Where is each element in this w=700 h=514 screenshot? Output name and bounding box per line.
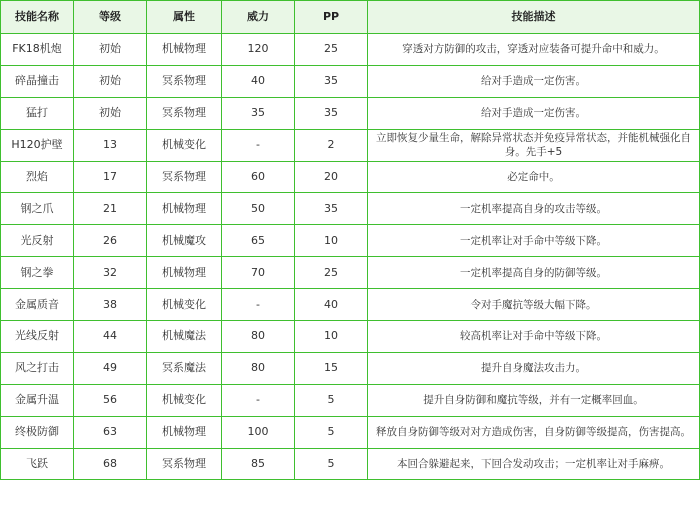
cell-level: 初始 xyxy=(74,34,147,66)
cell-skill-name: 飞跃 xyxy=(1,448,74,480)
cell-skill-name: 猛打 xyxy=(1,97,74,129)
cell-description: 必定命中。 xyxy=(368,161,700,193)
cell-power: 35 xyxy=(222,97,295,129)
cell-attribute: 机械变化 xyxy=(147,129,222,161)
skills-table-body xyxy=(1,34,700,480)
cell-level: 32 xyxy=(74,257,147,289)
cell-description: 本回合躲避起来，下回合发动攻击；一定机率让对手麻痹。 xyxy=(368,448,700,480)
table-row xyxy=(1,289,700,321)
cell-level: 63 xyxy=(74,416,147,448)
table-row xyxy=(1,416,700,448)
cell-attribute: 机械物理 xyxy=(147,34,222,66)
cell-level: 21 xyxy=(74,193,147,225)
table-row xyxy=(1,257,700,289)
table-row xyxy=(1,225,700,257)
cell-attribute: 冥系魔法 xyxy=(147,352,222,384)
cell-attribute: 机械魔攻 xyxy=(147,225,222,257)
cell-level: 38 xyxy=(74,289,147,321)
cell-description: 提升自身防御和魔抗等级，并有一定概率回血。 xyxy=(368,384,700,416)
table-row xyxy=(1,352,700,384)
table-row xyxy=(1,161,700,193)
table-row xyxy=(1,193,700,225)
cell-level: 68 xyxy=(74,448,147,480)
cell-power: 80 xyxy=(222,321,295,353)
cell-level: 44 xyxy=(74,321,147,353)
cell-pp: 5 xyxy=(295,416,368,448)
cell-power: 40 xyxy=(222,65,295,97)
cell-power: 65 xyxy=(222,225,295,257)
cell-skill-name: H120护壁 xyxy=(1,129,74,161)
cell-attribute: 冥系物理 xyxy=(147,65,222,97)
cell-level: 初始 xyxy=(74,97,147,129)
cell-power: 80 xyxy=(222,352,295,384)
cell-power: - xyxy=(222,289,295,321)
cell-attribute: 机械物理 xyxy=(147,193,222,225)
cell-power: - xyxy=(222,129,295,161)
cell-level: 49 xyxy=(74,352,147,384)
table-row xyxy=(1,97,700,129)
header-attribute: 属性 xyxy=(147,1,222,34)
cell-attribute: 机械变化 xyxy=(147,384,222,416)
cell-attribute: 机械物理 xyxy=(147,257,222,289)
cell-attribute: 冥系物理 xyxy=(147,448,222,480)
cell-level: 17 xyxy=(74,161,147,193)
cell-pp: 25 xyxy=(295,34,368,66)
cell-description: 给对手造成一定伤害。 xyxy=(368,97,700,129)
cell-description: 一定机率让对手命中等级下降。 xyxy=(368,225,700,257)
cell-skill-name: 碎晶撞击 xyxy=(1,65,74,97)
cell-pp: 15 xyxy=(295,352,368,384)
cell-skill-name: 风之打击 xyxy=(1,352,74,384)
cell-skill-name: 金属升温 xyxy=(1,384,74,416)
header-power: 威力 xyxy=(222,1,295,34)
cell-pp: 40 xyxy=(295,289,368,321)
cell-pp: 2 xyxy=(295,129,368,161)
cell-power: - xyxy=(222,384,295,416)
cell-pp: 10 xyxy=(295,321,368,353)
cell-attribute: 冥系物理 xyxy=(147,161,222,193)
cell-description: 穿透对方防御的攻击，穿透对应装备可提升命中和威力。 xyxy=(368,34,700,66)
table-row xyxy=(1,65,700,97)
cell-pp: 35 xyxy=(295,97,368,129)
table-row xyxy=(1,384,700,416)
cell-pp: 5 xyxy=(295,384,368,416)
cell-pp: 35 xyxy=(295,193,368,225)
cell-level: 13 xyxy=(74,129,147,161)
cell-power: 120 xyxy=(222,34,295,66)
cell-level: 26 xyxy=(74,225,147,257)
cell-description: 提升自身魔法攻击力。 xyxy=(368,352,700,384)
cell-description: 一定机率提高自身的攻击等级。 xyxy=(368,193,700,225)
cell-pp: 25 xyxy=(295,257,368,289)
cell-attribute: 冥系物理 xyxy=(147,97,222,129)
cell-skill-name: 金属质音 xyxy=(1,289,74,321)
cell-skill-name: 光线反射 xyxy=(1,321,74,353)
header-skill-name: 技能名称 xyxy=(1,1,74,34)
cell-description: 给对手造成一定伤害。 xyxy=(368,65,700,97)
cell-description: 一定机率提高自身的防御等级。 xyxy=(368,257,700,289)
cell-skill-name: 钢之拳 xyxy=(1,257,74,289)
cell-power: 70 xyxy=(222,257,295,289)
cell-pp: 10 xyxy=(295,225,368,257)
cell-skill-name: FK18机炮 xyxy=(1,34,74,66)
cell-skill-name: 终极防御 xyxy=(1,416,74,448)
cell-level: 初始 xyxy=(74,65,147,97)
cell-power: 85 xyxy=(222,448,295,480)
cell-power: 100 xyxy=(222,416,295,448)
table-row xyxy=(1,448,700,480)
cell-pp: 35 xyxy=(295,65,368,97)
table-row xyxy=(1,321,700,353)
cell-description: 较高机率让对手命中等级下降。 xyxy=(368,321,700,353)
cell-description: 立即恢复少量生命，解除异常状态并免疫异常状态，并能机械强化自身。先手+5 xyxy=(368,129,700,161)
header-level: 等级 xyxy=(74,1,147,34)
header-description: 技能描述 xyxy=(368,1,700,34)
cell-skill-name: 钢之爪 xyxy=(1,193,74,225)
cell-pp: 5 xyxy=(295,448,368,480)
cell-description: 释放自身防御等级对对方造成伤害，自身防御等级提高，伤害提高。 xyxy=(368,416,700,448)
cell-attribute: 机械物理 xyxy=(147,416,222,448)
cell-power: 50 xyxy=(222,193,295,225)
cell-skill-name: 光反射 xyxy=(1,225,74,257)
cell-attribute: 机械变化 xyxy=(147,289,222,321)
cell-description: 令对手魔抗等级大幅下降。 xyxy=(368,289,700,321)
table-header-row xyxy=(1,1,700,34)
header-pp: PP xyxy=(295,1,368,34)
cell-skill-name: 烈焰 xyxy=(1,161,74,193)
cell-pp: 20 xyxy=(295,161,368,193)
table-row xyxy=(1,129,700,161)
cell-power: 60 xyxy=(222,161,295,193)
cell-attribute: 机械魔法 xyxy=(147,321,222,353)
table-row xyxy=(1,34,700,66)
cell-level: 56 xyxy=(74,384,147,416)
